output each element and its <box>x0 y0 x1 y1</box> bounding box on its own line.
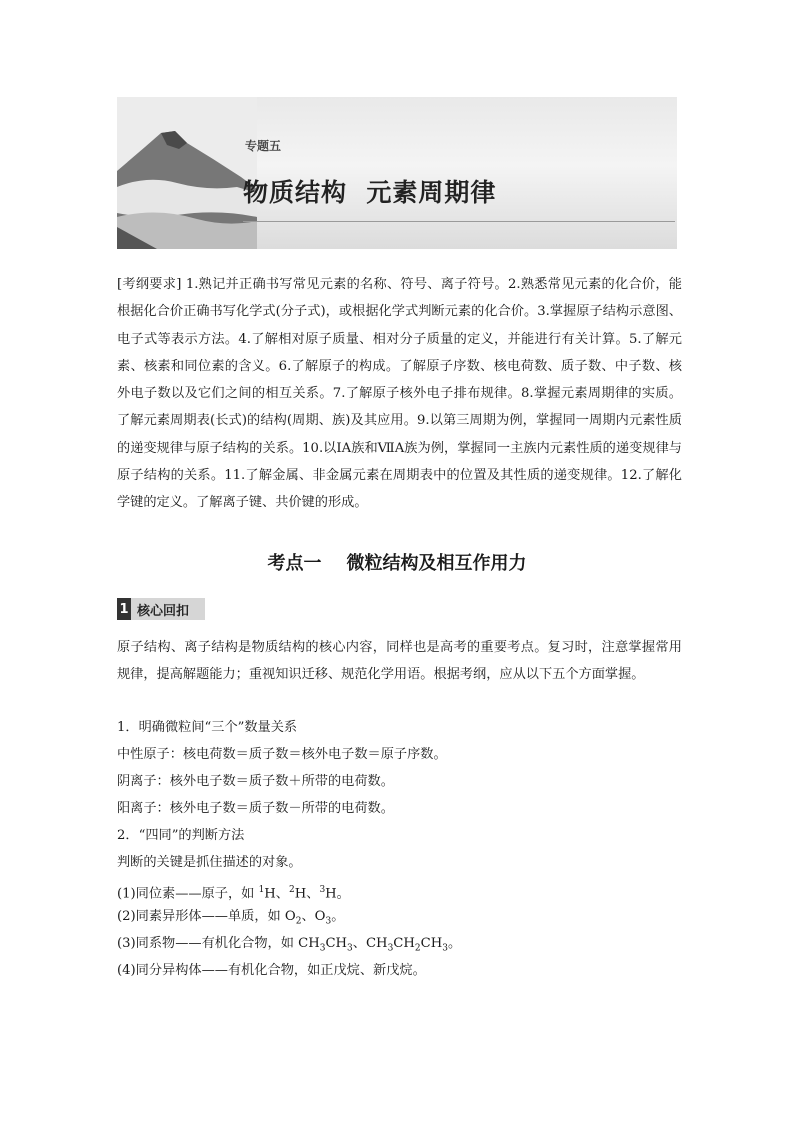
title-rule <box>243 221 675 222</box>
syllabus-requirements <box>117 271 682 517</box>
isomer-line: (4)同分异构体——有机化合物，如正戊烷、新戊烷。 <box>117 963 426 978</box>
isotope-line: (1)同位素——原子，如 $^1$H、$^2$H、$^3$H。 <box>117 885 350 902</box>
badge-number: 1 <box>117 598 131 620</box>
chapter-banner <box>117 97 677 249</box>
anion-rule: 阴离子：核外电子数＝质子数＋所带的电荷数。 <box>117 774 394 789</box>
cation-rule: 阳离子：核外电子数＝质子数－所带的电荷数。 <box>117 801 394 816</box>
badge-label: 核心回扣 <box>137 603 190 619</box>
chapter-title: 物质结构 元素周期律 <box>243 178 497 207</box>
homolog-line: (3)同系物——有机化合物，如 $CH_3CH_3$、$CH_3CH_2CH_3$。 <box>117 936 462 954</box>
point-1-heading: 1．明确微粒间“三个”数量关系 <box>117 720 298 735</box>
requirements-tag: [考纲要求] <box>117 277 182 292</box>
point-2-heading: 2．“四同”的判断方法 <box>117 828 245 843</box>
chapter-subtitle: 专题五 <box>245 139 282 153</box>
requirements-text: 1.熟记并正确书写常见元素的名称、符号、离子符号。2.熟悉常见元素的化合价，能根据化合价正确书写化学式(分子式)，或根据化学式判断元素的化合价。3.掌握原子结构示意图、电子式等表示方法。4.了解相对原子质量、相对分子质量的定义，并能进行有关计算。5.了解元素、核素和同位素的含义。6.了解原子的构成。了解原子序数、核电荷数、质子数、中子数、核外电子数以及它们之间的相互关系。7.了解原子核外电子排布规律。8.掌握元素周期律的实质。了解元素周期表(长式)的结构(周期、族)及其应用。9.以第三周期为例，掌握同一周期内元素性质的递变规律与原子结构的关系。10.以ⅠA族和ⅦA族为例，掌握同一主族内元素性质的递变规律与原子结构的关系。11.了解金属、非金属元素在周期表中的位置及其性质的递变规律。12.了解化学键的定义。了解离子键、共价键的形成。 <box>117 277 682 511</box>
allotrope-line: (2)同素异形体——单质，如 $O_2$、$O_3$。 <box>117 909 345 927</box>
section-badge <box>117 598 205 620</box>
neutral-atom-rule: 中性原子：核电荷数＝质子数＝核外电子数＝原子序数。 <box>117 747 447 762</box>
mountain-illustration <box>117 97 257 249</box>
key-note: 判断的关键是抓住描述的对象。 <box>117 855 302 870</box>
intro-paragraph: 原子结构、离子结构是物质结构的核心内容，同样也是高考的重要考点。复习时，注意掌握常用规律，提高解题能力；重视知识迁移、规范化学用语。根据考纲，应从以下五个方面掌握。 <box>117 640 682 682</box>
section-heading: 考点一 微粒结构及相互作用力 <box>267 553 527 574</box>
